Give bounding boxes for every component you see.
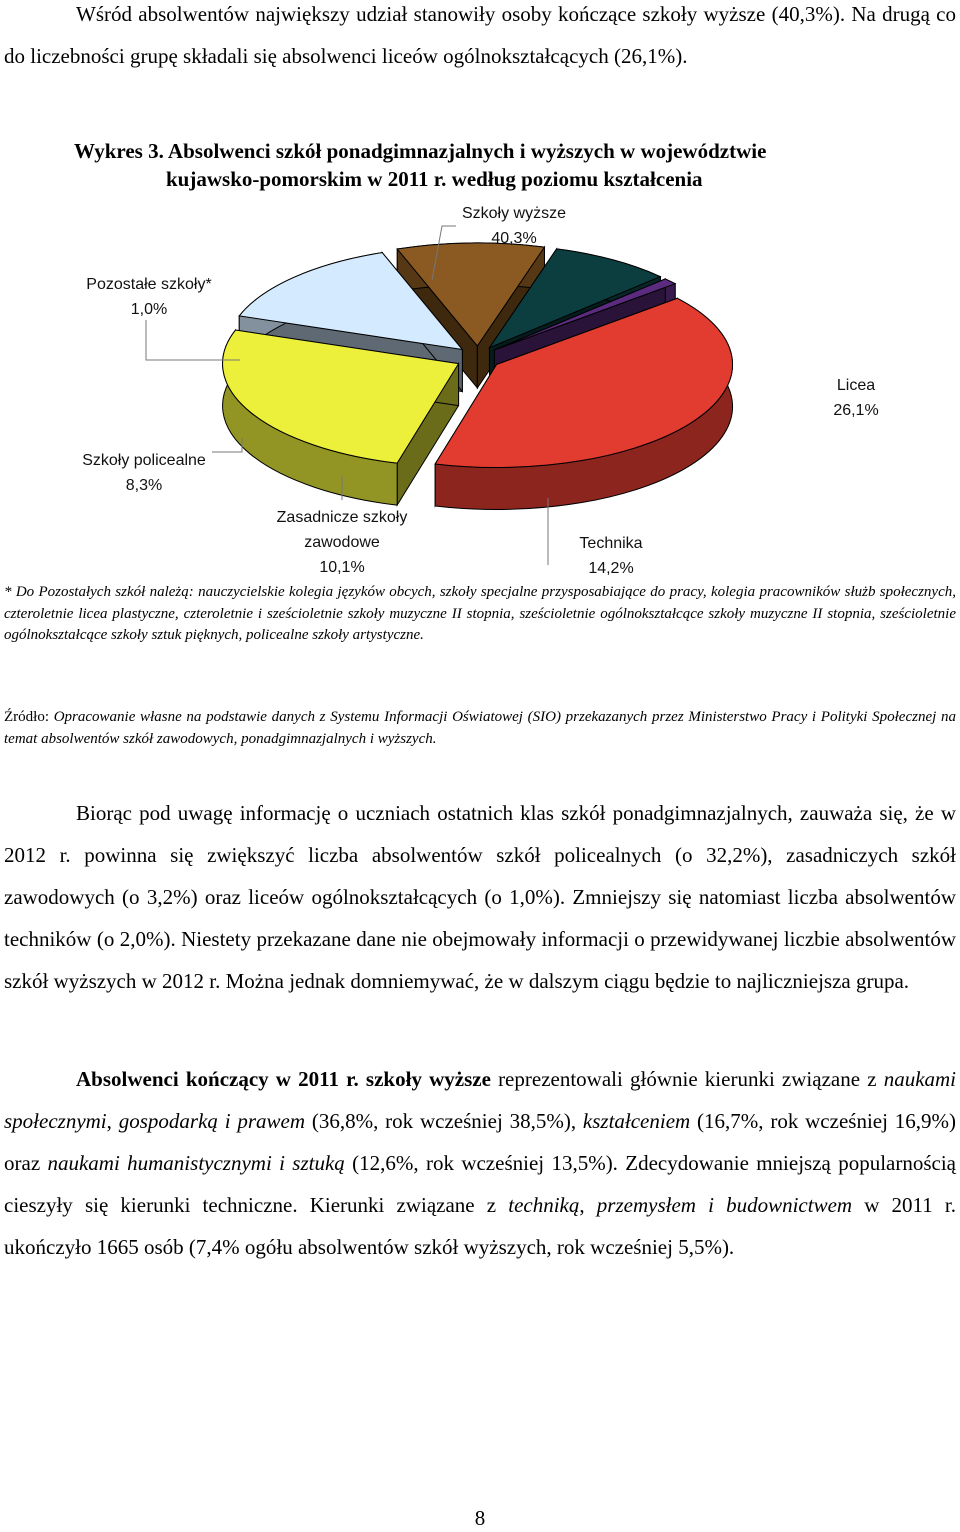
source-note — [4, 707, 956, 750]
chart-title-line2: kujawsko-pomorskim w 2011 r. według poziomu kształcenia — [166, 167, 703, 191]
slice-label-1: Licea 26,1% — [833, 377, 879, 419]
chart-title — [74, 137, 894, 193]
source-text: Opracowanie własne na podstawie danych z Systemu Informacji Oświatowej (SIO) przekazanych przez Ministerstwo Pracy i Polityki Społecznej na temat absolwentów szkół zawodowych, ponadgimnazjalnych i wyższych. — [4, 709, 956, 747]
intro-paragraph: Wśród absolwentów największy udział stanowiły osoby kończące szkoły wyższe (40,3%). Na drugą co do liczebności grupę składali się absolwenci liceów ogólnokształcących (26,1%). — [4, 2, 956, 68]
slice-label-4: Szkoły policealne 8,3% — [82, 452, 206, 494]
slice-label-2: Technika 14,2% — [579, 535, 643, 577]
paragraph-higher-education: Absolwenci kończący w 2011 r. szkoły wyższe reprezentowali głównie kierunki związane z naukami społecznymi, gospodarką i prawem (36,8%, rok wcześniej 38,5%), kształceniem (16,7%, rok wcześniej 16,9%) oraz naukami humanistycznymi i sztuką (12,6%, rok wcześniej 13,5%). Zdecydowanie mniejszą popularnością cieszyły się kierunki techniczne. Kierunki związane z techniką, przemysłem i budownictwem w 2011 r. ukończyło 1665 osób (7,4% ogółu absolwentów szkół wyższych, rok wcześniej 5,5%). — [4, 1067, 957, 1259]
page-number: 8 — [474, 1506, 486, 1530]
bold-lead: Absolwenci kończący w 2011 r. szkoły wyższe — [76, 1067, 491, 1091]
source-label: Źródło: — [4, 709, 49, 725]
slice-label-3: Zasadnicze szkoły zawodowe 10,1% — [276, 509, 408, 576]
paragraph-forecast: Biorąc pod uwagę informację o uczniach ostatnich klas szkół ponadgimnazjalnych, zauważa się, że w 2012 r. powinna się zwiększyć liczba absolwentów szkół policealnych (o 32,2%), zasadniczych szkół zawodowych (o 3,2%) oraz liceów ogólnokształcących (o 1,0%). Zmniejszy się natomiast liczba absolwentów techników (o 2,0%). Niestety przekazane dane nie obejmowały informacji o przewidywanej liczbie absolwentów szkół wyższych w 2012 r. Można jednak domniemywać, że w dalszym ciągu będzie to najliczniejsza grupa. — [4, 801, 956, 993]
chart-title-line1: Wykres 3. Absolwenci szkół ponadgimnazjalnych i wyższych w województwie — [74, 139, 767, 163]
slice-label-5: Pozostałe szkoły* 1,0% — [86, 276, 212, 318]
slice-label-0: Szkoły wyższe 40,3% — [461, 205, 567, 247]
pie-chart — [0, 190, 960, 590]
footnote: * Do Pozostałych szkół należą: nauczycielskie kolegia języków obcych, szkoły specjalne przysposabiające do pracy, kolegia pracowników służb społecznych, czteroletnie licea plastyczne, czteroletnie i sześcioletnie szkoły muzyczne II stopnia, sześcioletnie ogólnokształcące szkoły muzyczne II stopnia, sześcioletnie ogólnokształcące szkoły sztuk pięknych, policealne szkoły artystyczne. — [4, 584, 956, 643]
